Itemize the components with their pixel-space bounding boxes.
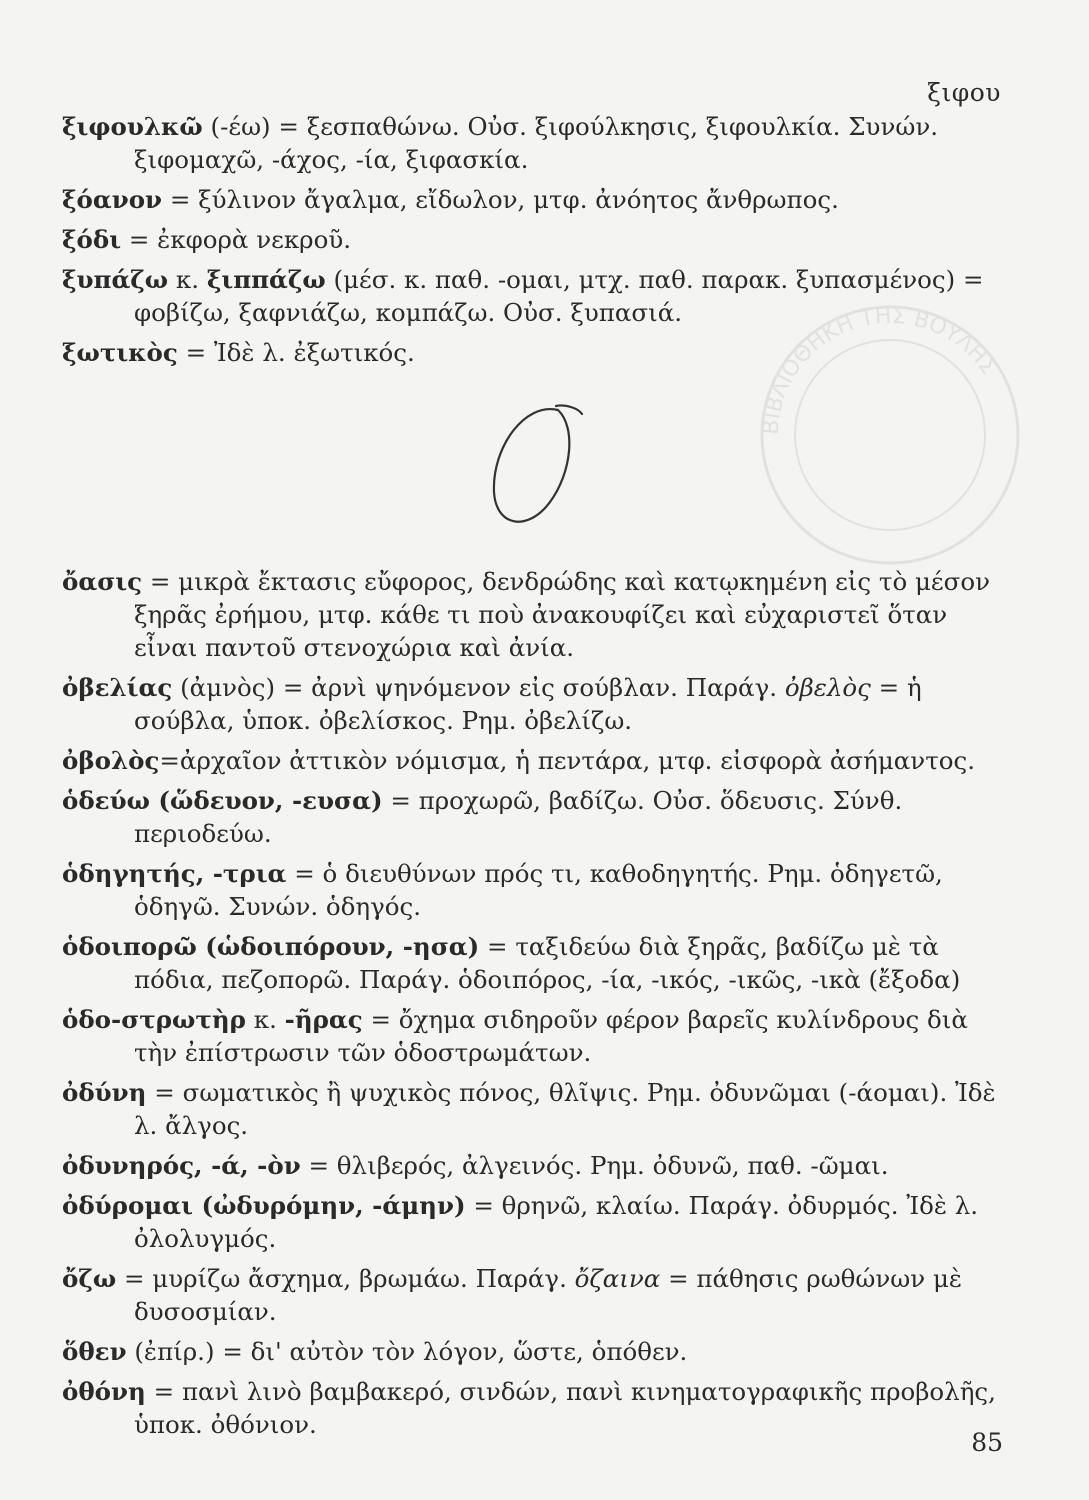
dictionary-entry xyxy=(62,744,1007,777)
dictionary-entry xyxy=(62,1335,1007,1368)
definition-text: (μέσ. κ. παθ. -ομαι, μτχ. παθ. παρακ. ξυπασμένος) = φοβίζω, ξαφνιάζω, κομπάζω. Οὐσ. ξυπασιά. xyxy=(134,265,984,327)
dictionary-entry xyxy=(62,183,1007,216)
dictionary-entry xyxy=(62,223,1007,256)
definition-text: = θλιβερός, ἀλγεινός. Ρημ. ὀδυνῶ, παθ. -ῶμαι. xyxy=(300,1151,889,1180)
entries-section-omicron xyxy=(62,565,1007,1448)
headword: ὁδο-στρωτὴρ xyxy=(62,1005,246,1034)
definition-text: = ἐκφορὰ νεκροῦ. xyxy=(121,225,352,254)
definition-text-continued: = πάθησις ρωθώνων μὲ δυσοσμίαν. xyxy=(134,1264,963,1326)
dictionary-entry xyxy=(62,1189,1007,1255)
headword: ὀβολὸς xyxy=(62,746,160,775)
italic-term: ὄζαινα xyxy=(574,1264,661,1293)
dictionary-entry xyxy=(62,1262,1007,1328)
dictionary-entry xyxy=(62,1375,1007,1441)
italic-term: ὀβελὸς xyxy=(784,673,871,702)
svg-text:ΒΙΒΛΙΟΘΗΚΗ ΤΗΣ ΒΟΥΛΗΣ: ΒΙΒΛΙΟΘΗΚΗ ΤΗΣ ΒΟΥΛΗΣ xyxy=(758,303,1002,436)
connector-text: κ. xyxy=(168,265,207,294)
headword: ὀβελίας xyxy=(62,673,173,702)
section-letter-omicron xyxy=(470,392,590,542)
dictionary-entry xyxy=(62,1149,1007,1182)
definition-text: = πανὶ λινὸ βαμβακερό, σινδών, πανὶ κινηματογραφικῆς προβολῆς, ὑποκ. ὀθόνιον. xyxy=(134,1377,996,1439)
dictionary-entry xyxy=(62,336,1007,369)
running-head: ξιφου xyxy=(927,78,1001,107)
entries-before-section xyxy=(62,110,1007,376)
headword-variant: -ῆρας xyxy=(284,1005,363,1034)
page-number: 85 xyxy=(971,1428,1003,1457)
headword: ὁδηγητής, -τρια xyxy=(62,859,287,888)
definition-text: = Ἰδὲ λ. ἐξωτικός. xyxy=(177,338,415,367)
definition-text: = προχωρῶ, βαδίζω. Οὐσ. ὅδευσις. Σύνθ. περιοδεύω. xyxy=(134,786,903,848)
definition-text: = ὁ διευθύνων πρός τι, καθοδηγητής. Ρημ. ὁδηγετῶ, ὁδηγῶ. Συνών. ὁδηγός. xyxy=(134,859,943,921)
headword: ὁδεύω (ὥδευον, -ευσα) xyxy=(62,786,383,815)
dictionary-entry xyxy=(62,671,1007,737)
definition-text: (-έω) = ξεσπαθώνω. Οὐσ. ξιφούλκησις, ξιφουλκία. Συνών. ξιφομαχῶ, -άχος, -ία, ξιφασκία. xyxy=(134,112,939,174)
dictionary-entry xyxy=(62,857,1007,923)
headword: ξωτικὸς xyxy=(62,338,178,367)
definition-text: = μικρὰ ἔκτασις εὔφορος, δενδρώδης καὶ κατῳκημένη εἰς τὸ μέσον ξηρᾶς ἐρήμου, μτφ. κάθε τι ποὺ ἀνακουφίζει καὶ εὐχαριστεῖ ὅταν εἶναι παντοῦ στενοχώρια καὶ ἀνία. xyxy=(134,567,990,662)
headword-variant: ξιππάζω xyxy=(206,265,326,294)
definition-text: = ξύλινον ἄγαλμα, εἴδωλον, μτφ. ἀνόητος ἄνθρωπος. xyxy=(162,185,839,214)
dictionary-entry xyxy=(62,930,1007,996)
headword: ὀδύρομαι (ὠδυρόμην, -άμην) xyxy=(62,1191,466,1220)
dictionary-entry xyxy=(62,263,1007,329)
headword: ὄασις xyxy=(62,567,143,596)
headword: ὅθεν xyxy=(62,1337,127,1366)
definition-text: = ταξιδεύω διὰ ξηρᾶς, βαδίζω μὲ τὰ πόδια, πεζοπορῶ. Παράγ. ὁδοιπόρος, -ία, -ικός, -ικῶς, -ικὰ (ἔξοδα) xyxy=(134,932,961,994)
definition-text: (ἀμνὸς) = ἀρνὶ ψηνόμενον εἰς σούβλαν. Παράγ. xyxy=(172,673,785,702)
dictionary-entry xyxy=(62,784,1007,850)
headword: ξυπάζω xyxy=(62,265,169,294)
definition-text: = ὄχημα σιδηροῦν φέρον βαρεῖς κυλίνδρους διὰ τὴν ἐπίστρωσιν τῶν ὁδοστρωμάτων. xyxy=(134,1005,968,1067)
definition-text: (ἐπίρ.) = δι' αὐτὸν τὸν λόγον, ὥστε, ὁπόθεν. xyxy=(126,1337,688,1366)
headword: ὀθόνη xyxy=(62,1377,146,1406)
headword: ὀδυνηρός, -ά, -ὸν xyxy=(62,1151,301,1180)
definition-text: = μυρίζω ἄσχημα, βρωμάω. Παράγ. xyxy=(116,1264,575,1293)
headword: ξιφουλκῶ xyxy=(62,112,203,141)
definition-text: =ἀρχαῖον ἀττικὸν νόμισμα, ἡ πεντάρα, μτφ. εἰσφορὰ ἀσήμαντος. xyxy=(159,746,976,775)
dictionary-entry xyxy=(62,565,1007,664)
dictionary-entry xyxy=(62,1003,1007,1069)
headword: ὄζω xyxy=(62,1264,117,1293)
headword: ξόανον xyxy=(62,185,163,214)
definition-text: = θρηνῶ, κλαίω. Παράγ. ὀδυρμός. Ἰδὲ λ. ὀλολυγμός. xyxy=(134,1191,979,1253)
headword: ξόδι xyxy=(62,225,122,254)
definition-text: = σωματικὸς ἢ ψυχικὸς πόνος, θλῖψις. Ρημ. ὀδυνῶμαι (-άομαι). Ἰδὲ λ. ἄλγος. xyxy=(134,1078,996,1140)
headword: ὀδύνη xyxy=(62,1078,147,1107)
dictionary-entry xyxy=(62,1076,1007,1142)
headword: ὁδοιπορῶ (ὡδοιπόρουν, -ησα) xyxy=(62,932,480,961)
dictionary-entry xyxy=(62,110,1007,176)
connector-text: κ. xyxy=(245,1005,285,1034)
definition-text-continued: = ἡ σούβλα, ὑποκ. ὀβελίσκος. Ρημ. ὀβελίζω. xyxy=(134,673,922,735)
